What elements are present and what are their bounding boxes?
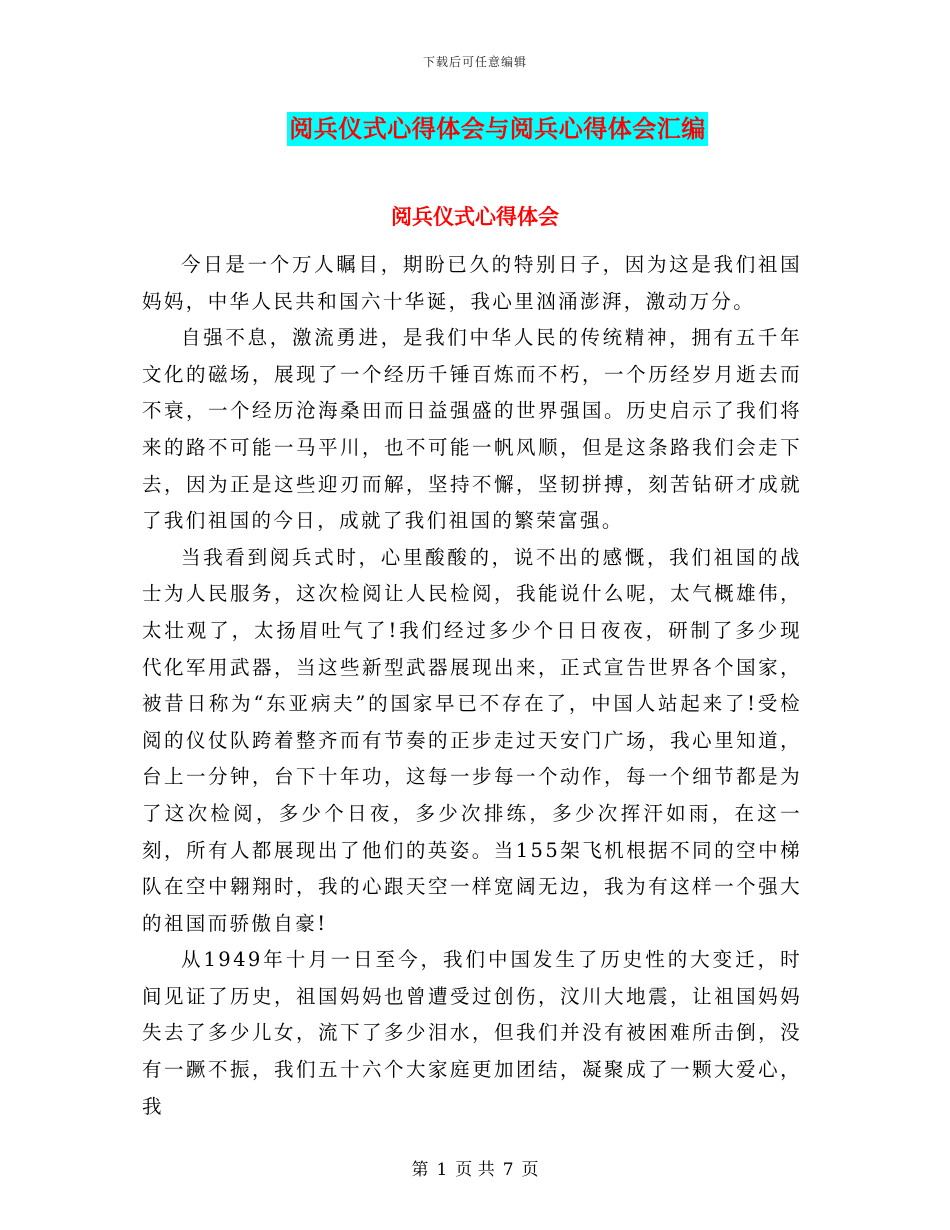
paragraph: 今日是一个万人瞩目，期盼已久的特别日子，因为这是我们祖国妈妈，中华人民共和国六十华诞，我心里汹涌澎湃，激动万分。 xyxy=(142,253,802,313)
header-note: 下载后可任意编辑 xyxy=(422,55,527,69)
document-body xyxy=(142,247,802,1125)
page-prefix: 第 xyxy=(411,1160,429,1180)
page-mid: 页 共 xyxy=(455,1160,495,1180)
paragraph: 从1949年十月一日至今，我们中国发生了历史性的大变迁，时间见证了历史，祖国妈妈也曾遭受过创伤，汶川大地震，让祖国妈妈失去了多少儿女，流下了多少泪水，但我们并没有被困难所击倒，没有一蹶不振，我们五十六个大家庭更加团结，凝聚成了一颗大爱心，我 xyxy=(142,948,802,1118)
page-suffix: 页 xyxy=(521,1160,539,1180)
section-title: 阅兵仪式心得体会 xyxy=(391,204,559,229)
paragraph: 当我看到阅兵式时，心里酸酸的，说不出的感慨，我们祖国的战士为人民服务，这次检阅让人民检阅，我能说什么呢，太气概雄伟，太壮观了，太扬眉吐气了!我们经过多少个日日夜夜，研制了多少现代化军用武器，当这些新型武器展现出来，正式宣告世界各个国家，被昔日称为“东亚病夫”的国家早已不存在了，中国人站起来了!受检阅的仪仗队跨着整齐而有节奏的正步走过天安门广场，我心里知道，台上一分钟，台下十年功，这每一步每一个动作，每一个细节都是为了这次检阅，多少个日夜，多少次排练，多少次挥汗如雨，在这一刻，所有人都展现出了他们的英姿。当155架飞机根据不同的空中梯队在空中翱翔时，我的心跟天空一样宽阔无边，我为有这样一个强大的祖国而骄傲自豪! xyxy=(142,545,802,935)
page-number: 1 xyxy=(436,1160,448,1180)
paragraph: 自强不息，激流勇进，是我们中华人民的传统精神，拥有五千年文化的磁场，展现了一个经历千锤百炼而不朽，一个历经岁月逝去而不衰，一个经历沧海桑田而日益强盛的世界强国。历史启示了我们将来的路不可能一马平川，也不可能一帆风顺，但是这条路我们会走下去，因为正是这些迎刃而解，坚持不懈，坚韧拼搏，刻苦钻研才成就了我们祖国的今日，成就了我们祖国的繁荣富强。 xyxy=(142,326,802,533)
main-title-container xyxy=(0,112,950,146)
page-footer xyxy=(0,1155,950,1180)
document-title: 阅兵仪式心得体会与阅兵心得体会汇编 xyxy=(287,112,708,146)
page-total: 7 xyxy=(502,1160,514,1180)
